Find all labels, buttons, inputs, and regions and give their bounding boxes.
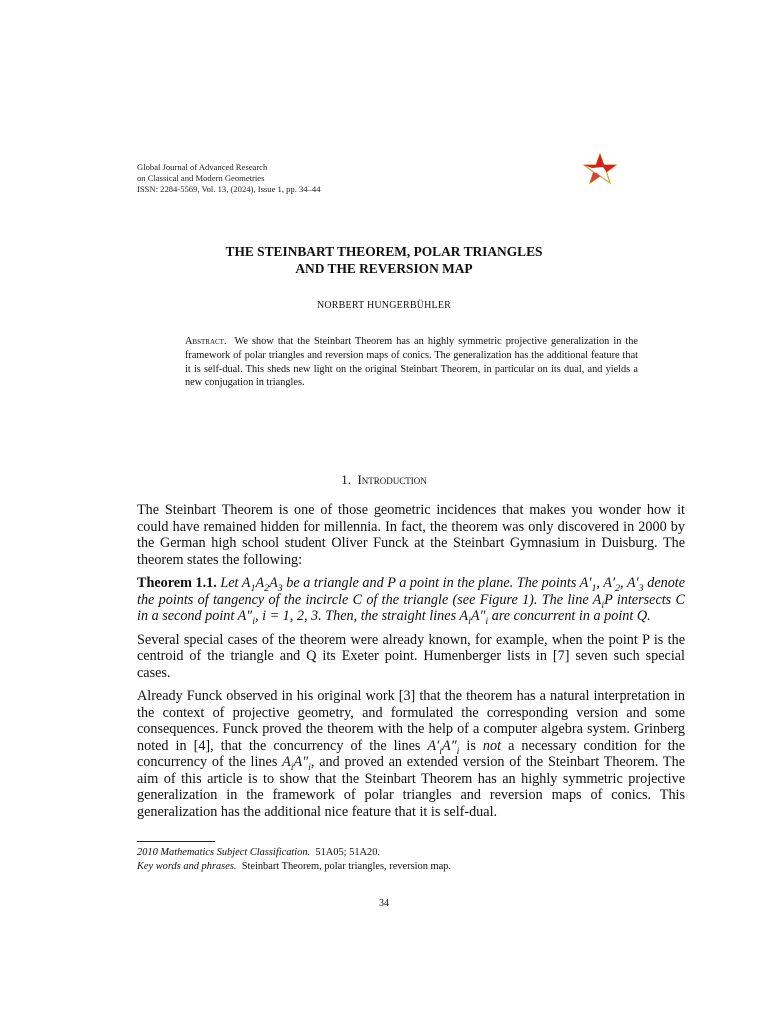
abstract-text: We show that the Steinbart Theorem has an highly symmetric projective generalization in the framework of polar triangles and reversion maps of conics. The generalization has the additional feature that it is self-dual. This sheds new light on the original Steinbart Theorem, in particular on its dual, and yields a new conjugation in triangles. (185, 336, 638, 389)
theorem-label: Theorem 1.1. (137, 575, 217, 591)
title-line2: AND THE REVERSION MAP (295, 261, 473, 276)
section-title: Introduction (357, 472, 427, 487)
author: NORBERT HUNGERBÜHLER (316, 300, 452, 311)
section-number: 1. (341, 472, 351, 487)
footnotes (137, 846, 451, 874)
title-line1: THE STEINBART THEOREM, POLAR TRIANGLES (225, 244, 543, 259)
section-heading (0, 472, 768, 488)
footnote-msc: 2010 Mathematics Subject Classification. 51A05; 51A20. (137, 847, 381, 858)
journal-info (137, 162, 321, 195)
page-number: 34 (379, 898, 389, 909)
footnote-keywords: Key words and phrases. Steinbart Theorem, polar triangles, reversion map. (137, 861, 451, 872)
theorem-1-1: Theorem 1.1. Let $A_1A_2A_3$ be a triangle and P a point in the plane. The points $A'_1$, $A'_2$, $A'_3$ denote the points of tangency of the incircle C of the triangle (see Figure 1). The line $A_iP$ intersects C in a second point $A''_i$, i = 1, 2, 3. Then, the straight lines $A_iA''_i$ are concurrent in a point Q. (137, 575, 686, 627)
abstract-label: Abstract. (185, 336, 227, 347)
paragraph-3: Several special cases of the theorem were already known, for example, when the point P is the centroid of the triangle and Q its Exeter point. Humenberger lists in [7] seven such special cases. (137, 631, 685, 681)
body-text (137, 502, 685, 827)
journal-name-line1: Global Journal of Advanced Research (137, 162, 268, 172)
star-logo-icon (583, 152, 617, 186)
footnote-rule (137, 841, 215, 842)
journal-issn: ISSN: 2284-5569, Vol. 13, (2024), Issue 1, pp. 34–44 (137, 184, 321, 194)
paragraph-1: The Steinbart Theorem is one of those geometric incidences that makes you wonder how it could have remained hidden for millennia. In fact, the theorem was only discovered in 2000 by the German high school student Oliver Funck at the Steinbart Gymnasium in Duisburg. The theorem states the following: (137, 502, 685, 568)
journal-name-line2: on Classical and Modern Geometries (137, 173, 265, 183)
paragraph-4: Already Funck observed in his original work [3] that the theorem has a natural interpretation in the context of projective geometry, and formulated the corresponding version and some consequences. Funck proved the theorem with the help of a computer algebra system. Grinberg noted in [4], that the concurrency of the lines $A'_iA''_i$ is not a necessary condition for the concurrency of the lines $A_iA''_i$, and proved an extended version of the Steinbart Theorem. The aim of this article is to show that the Steinbart Theorem has an highly symmetric projective generalization in the framework of polar triangles and reversion maps of conics. This generalization has the additional nice feature that it is self-dual. (137, 688, 686, 820)
paper-title (0, 243, 768, 277)
abstract (185, 335, 638, 390)
